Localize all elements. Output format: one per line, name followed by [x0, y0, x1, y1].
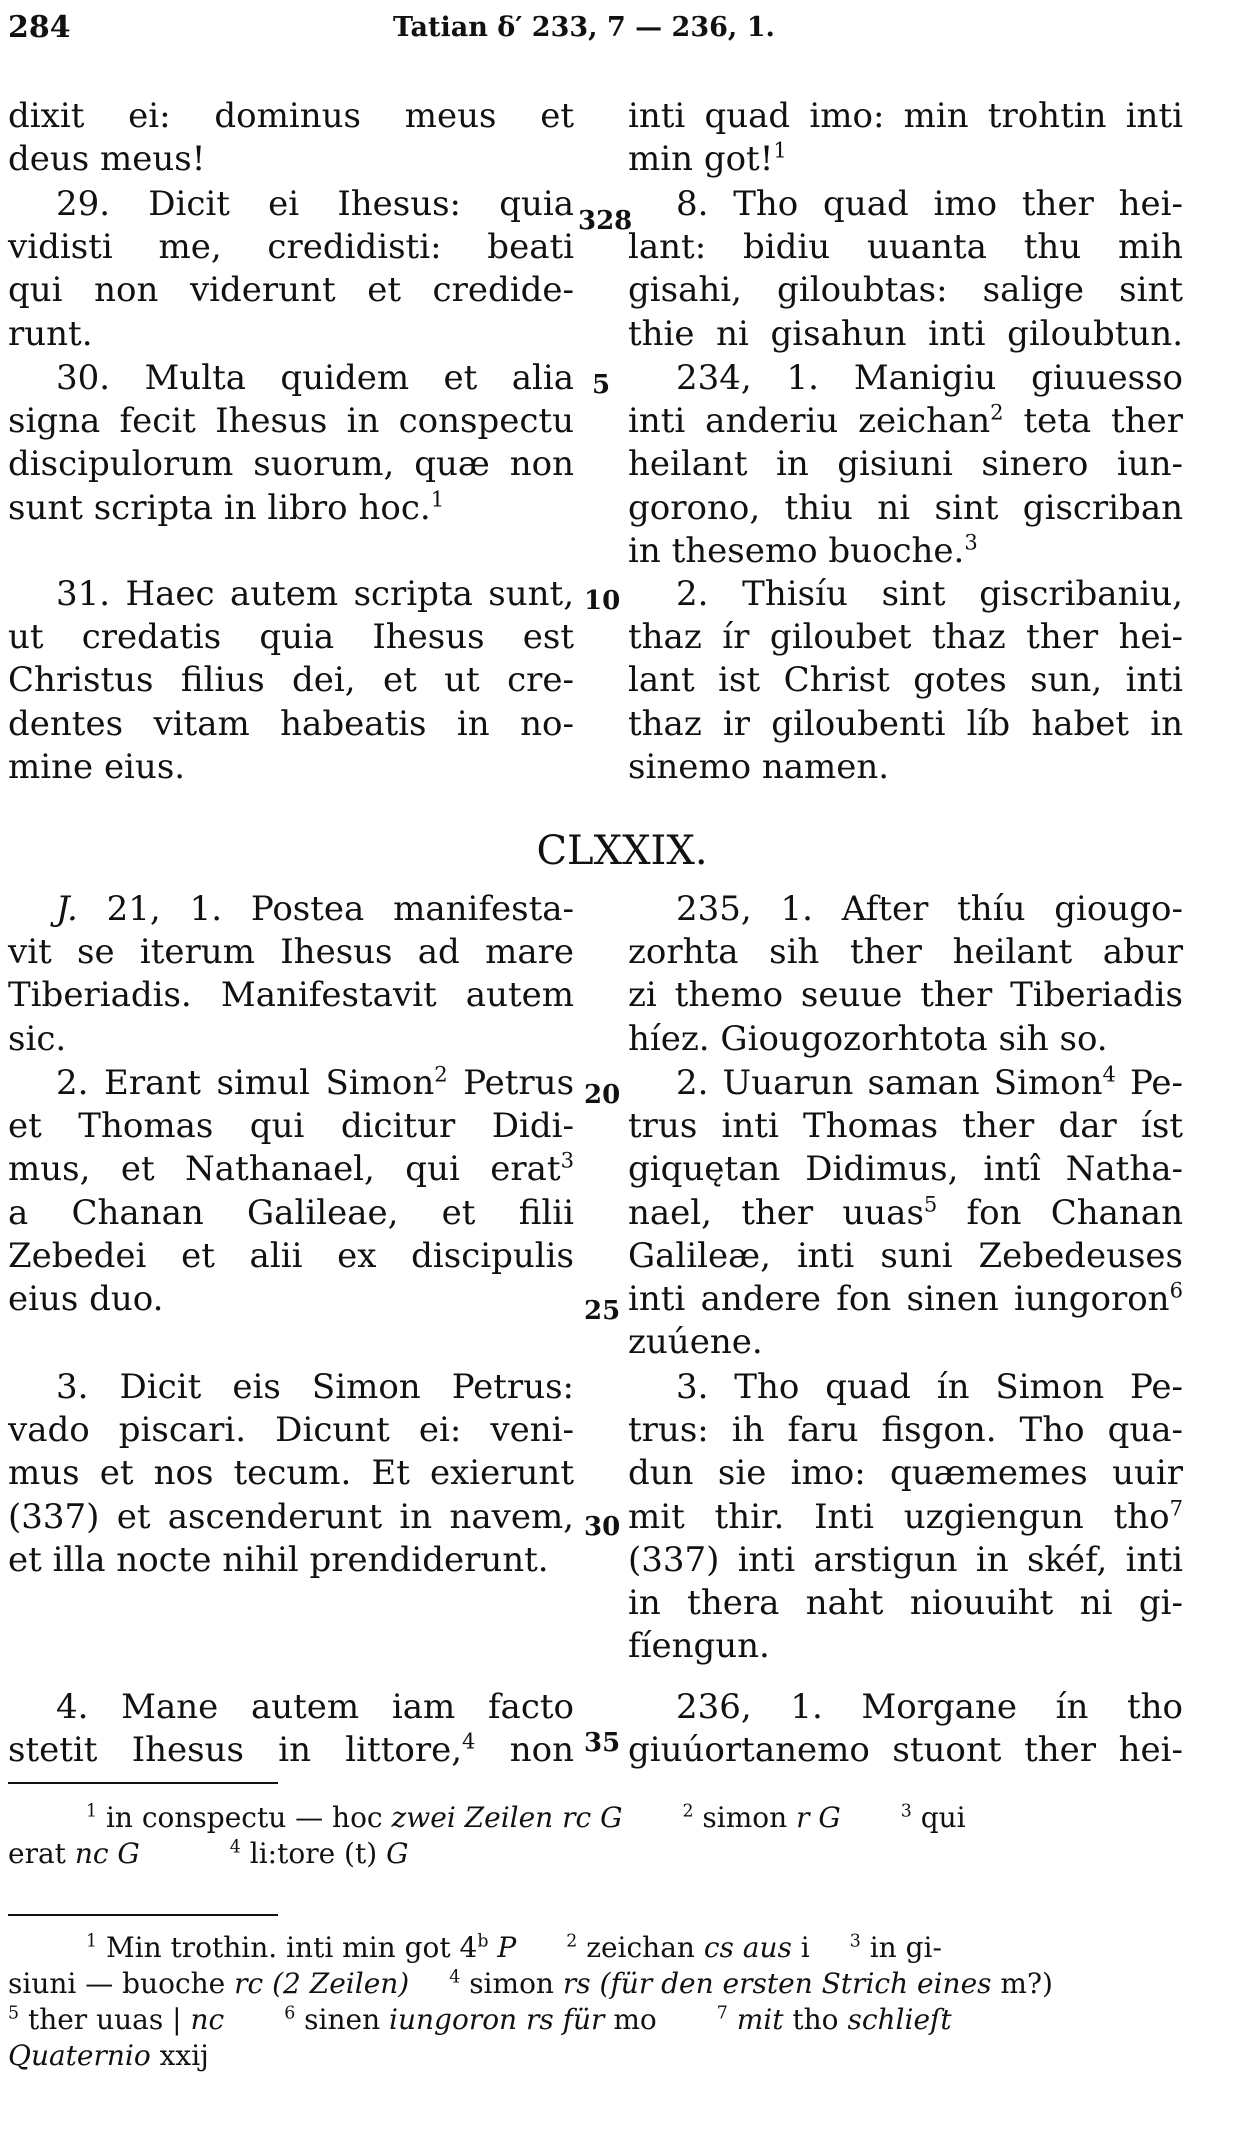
footnote-text: G: [386, 1837, 409, 1870]
footnote-marker: 4: [462, 1728, 476, 1754]
footnote-text: nc G: [74, 1837, 140, 1870]
footnote-rule: [8, 1914, 278, 1916]
text-line: Christus filius dei, et ut cre-: [8, 660, 574, 701]
text-line: 3. Tho quad ín Simon Pe-: [676, 1367, 1183, 1407]
text-line: et illa nocte nihil prendiderunt.: [8, 1539, 549, 1580]
line-text: 21, 1. Postea manifesta-: [106, 889, 575, 929]
text-line: sic.: [8, 1018, 67, 1059]
latin-verse-31: [8, 573, 574, 789]
line-text: min got!: [628, 139, 774, 180]
text-line: [8, 487, 574, 530]
text-line: dentes vitam habeatis in no-: [8, 703, 574, 744]
footnote-line: [8, 1800, 1183, 1836]
footnote-number: 2: [682, 1801, 694, 1822]
german-verse-235-2: [628, 1062, 1183, 1364]
line-text: 2. Uuarun saman Simon: [676, 1063, 1103, 1103]
latin-verse-21-3: [8, 1366, 574, 1582]
text-line: [8, 1148, 574, 1191]
text-line: deus meus!: [8, 139, 206, 180]
text-line: et Thomas qui dicitur Didi-: [8, 1106, 574, 1147]
text-line: dun sie imo: quæmemes uuir: [628, 1453, 1183, 1494]
footnote-text: iungoron rs für: [389, 2003, 605, 2036]
footnote-text: rs (für den ersten Strich eines: [562, 1967, 992, 2000]
footnote-text: i: [800, 1931, 810, 1964]
german-footnotes: [8, 1930, 1183, 2074]
footnote-marker: 2: [434, 1061, 448, 1087]
text-line: trus inti Thomas ther dar íst: [628, 1106, 1183, 1147]
running-header: [8, 10, 1204, 54]
footnote-marker: 6: [1169, 1277, 1183, 1303]
footnote-line: [8, 2038, 1183, 2074]
footnote-text: sinen: [304, 2003, 381, 2036]
text-line: [628, 1062, 1183, 1105]
text-line: híez. Giougozorhtota sih so.: [628, 1018, 1108, 1059]
text-line: lant ist Christ gotes sun, inti: [628, 660, 1183, 701]
text-line: Zebedei et alii ex discipulis: [8, 1235, 574, 1276]
text-line: heilant in gisiuni sinero iun-: [628, 444, 1183, 485]
footnote-text: mo: [613, 2003, 657, 2036]
text-line: [628, 138, 1183, 181]
text-line: giquętan Didimus, intî Natha-: [628, 1149, 1183, 1190]
text-line: thaz ír giloubet thaz ther hei-: [628, 617, 1183, 658]
footnote-text: Min trothin. inti min got 4: [105, 1931, 478, 1964]
footnote-text: zwei Zeilen rc G: [391, 1801, 623, 1834]
line-text: in thesemo buoche.: [628, 530, 965, 571]
latin-footnotes: [8, 1800, 1183, 1872]
german-verse-235-1: [628, 888, 1183, 1061]
margin-number: 30: [584, 1512, 621, 1542]
line-text: mit thir. Inti uzgiengun tho: [628, 1496, 1170, 1537]
footnote-text: b: [477, 1931, 489, 1952]
footnote-text: zeichan: [586, 1931, 695, 1964]
text-line: 236, 1. Morgane ín tho: [676, 1687, 1183, 1727]
footnote-number: 3: [849, 1931, 861, 1952]
text-line: [628, 1192, 1183, 1235]
german-verse-233-7-end: [628, 95, 1183, 181]
footnote-text: li:tore (t): [249, 1837, 378, 1870]
footnote-line: [8, 1836, 1183, 1872]
text-line: 3. Dicit eis Simon Petrus:: [56, 1367, 574, 1407]
text-line: [628, 530, 1183, 573]
german-verse-233-8: [628, 183, 1183, 356]
text-line: lant: bidiu uuanta thu mih: [628, 227, 1183, 268]
text-line: vit se iterum Ihesus ad mare: [8, 932, 574, 973]
line-text: 2. Erant simul Simon: [56, 1063, 435, 1103]
text-line: [628, 1496, 1183, 1539]
footnote-line: [8, 1930, 1183, 1966]
line-text: stetit Ihesus in littore,: [8, 1730, 463, 1771]
footnote-text: r G: [796, 1801, 841, 1834]
gospel-reference: J.: [56, 889, 78, 929]
margin-number: 20: [584, 1080, 621, 1110]
text-line: mus et nos tecum. Et exierunt: [8, 1453, 574, 1494]
footnote-text: qui: [920, 1801, 966, 1834]
footnote-line: [8, 1966, 1183, 2002]
text-line: vado piscari. Dicunt ei: veni-: [8, 1410, 574, 1451]
margin-number: 35: [584, 1728, 621, 1758]
text-line: 234, 1. Manigiu giuuesso: [676, 358, 1183, 398]
latin-verse-21-1: [8, 888, 574, 1061]
text-line: vidisti me, credidisti: beati: [8, 227, 574, 268]
footnote-text: rc (2 Zeilen): [234, 1967, 410, 2000]
text-line: thaz ir giloubenti líb habet in: [628, 703, 1183, 744]
text-line: [628, 1278, 1183, 1321]
text-line: giuúortanemo stuont ther hei-: [628, 1730, 1183, 1771]
line-text: inti anderiu zeichan: [628, 401, 991, 442]
text-line: (337) inti arstigun in skéf, inti: [628, 1539, 1183, 1580]
running-title: Tatian δ′ 233, 7 — 236, 1.: [393, 12, 775, 43]
german-verse-234-1: [628, 357, 1183, 573]
text-line: zi themo seuue ther Tiberiadis: [628, 975, 1183, 1016]
footnote-marker: 1: [430, 486, 445, 512]
margin-number: 10: [584, 586, 621, 616]
text-line: gorono, thiu ni sint giscriban: [628, 487, 1183, 528]
german-verse-236-1: [628, 1686, 1183, 1772]
footnote-text: simon: [702, 1801, 788, 1834]
footnote-text: in conspectu — hoc: [105, 1801, 383, 1834]
line-text: nael, ther uuas: [628, 1192, 924, 1233]
latin-verse-28-end: [8, 95, 574, 181]
text-line: runt.: [8, 313, 93, 354]
text-line: Tiberiadis. Manifestavit autem: [8, 975, 574, 1016]
text-line: trus: ih faru fisgon. Tho qua-: [628, 1410, 1183, 1451]
line-text: inti andere fon sinen iungoron: [628, 1279, 1170, 1320]
text-line: 30. Multa quidem et alia: [56, 358, 574, 398]
footnote-number: 2: [566, 1931, 578, 1952]
text-line: 29. Dicit ei Ihesus: quia: [56, 184, 574, 224]
german-verse-234-2: [628, 573, 1183, 789]
text-line: dixit ei: dominus meus et: [8, 96, 574, 136]
text-line: [628, 400, 1183, 443]
text-line: 2. Thisíu sint giscribaniu,: [676, 574, 1183, 614]
footnote-text: schlieſt: [847, 2003, 952, 2036]
text-line: a Chanan Galileae, et filii: [8, 1192, 574, 1233]
text-line: in thera naht niouuiht ni gi-: [628, 1583, 1183, 1624]
line-text: mus, et Nathanael, qui erat: [8, 1149, 561, 1190]
line-text: teta ther: [1023, 401, 1183, 442]
text-line: 4. Mane autem iam facto: [56, 1687, 574, 1727]
text-line: 8. Tho quad imo ther hei-: [676, 184, 1183, 224]
footnote-text: P: [497, 1931, 517, 1964]
text-line: (337) et ascenderunt in navem,: [8, 1496, 574, 1537]
latin-verse-21-2: [8, 1062, 574, 1321]
margin-number: 328: [578, 206, 633, 236]
footnote-number: 4: [449, 1967, 461, 1988]
footnote-number: 1: [86, 1801, 98, 1822]
line-text: sunt scripta in libro hoc.: [8, 487, 431, 528]
line-text: fon Chanan: [966, 1192, 1183, 1233]
text-line: sinemo namen.: [628, 746, 890, 787]
footnote-text: tho: [792, 2003, 839, 2036]
text-line: inti quad imo: min trohtin inti: [628, 96, 1183, 136]
footnote-text: nc: [190, 2003, 225, 2036]
latin-verse-21-4: [8, 1686, 574, 1772]
text-line: signa fecit Ihesus in conspectu: [8, 401, 574, 442]
german-verse-235-3: [628, 1366, 1183, 1668]
text-line: zorhta sih ther heilant abur: [628, 932, 1183, 973]
footnote-text: ther uuas |: [27, 2003, 182, 2036]
footnote-text: Quaternio: [8, 2039, 151, 2072]
text-line: [8, 888, 574, 931]
line-text: Pe-: [1130, 1063, 1183, 1103]
footnote-text: m?): [1000, 1967, 1053, 2000]
text-line: 31. Haec autem scripta sunt,: [56, 574, 574, 614]
footnote-number: 5: [8, 2003, 20, 2024]
text-line: qui non viderunt et credide-: [8, 270, 574, 311]
margin-number: 5: [592, 370, 611, 400]
text-line: Galileæ, inti suni Zebedeuses: [628, 1235, 1183, 1276]
margin-number: 25: [584, 1296, 621, 1326]
footnote-marker: 4: [1102, 1061, 1116, 1087]
footnote-marker: 7: [1169, 1495, 1183, 1521]
line-text: non: [509, 1730, 574, 1771]
latin-verse-30: [8, 357, 574, 530]
line-text: Petrus: [463, 1063, 575, 1103]
footnote-marker: 3: [964, 529, 978, 555]
chapter-heading: CLXXIX.: [536, 828, 708, 874]
text-line: discipulorum suorum, quæ non: [8, 444, 574, 485]
footnote-number: 7: [716, 2003, 728, 2024]
latin-verse-29: [8, 183, 574, 356]
footnote-rule: [8, 1782, 278, 1784]
text-line: gisahi, giloubtas: salige sint: [628, 270, 1183, 311]
text-line: fíengun.: [628, 1626, 770, 1667]
footnote-text: mit: [736, 2003, 784, 2036]
footnote-marker: 1: [773, 137, 787, 163]
text-line: 235, 1. After thíu giougo-: [676, 889, 1183, 929]
footnote-text: in gi-: [869, 1931, 942, 1964]
text-line: mine eius.: [8, 746, 186, 787]
footnote-text: cs aus: [703, 1931, 792, 1964]
text-line: [8, 1062, 574, 1105]
footnote-text: simon: [469, 1967, 554, 2000]
text-line: ut credatis quia Ihesus est: [8, 617, 574, 658]
footnote-marker: 5: [923, 1191, 938, 1217]
page-number: 284: [8, 10, 71, 45]
text-line: zuúene.: [628, 1322, 763, 1363]
footnote-number: 6: [284, 2003, 296, 2024]
text-line: [8, 1729, 574, 1772]
footnote-text: erat: [8, 1837, 66, 1870]
footnote-text: xxij: [159, 2039, 209, 2072]
footnote-line: [8, 2002, 1183, 2038]
footnote-marker: 2: [990, 399, 1004, 425]
footnote-marker: 3: [560, 1148, 574, 1174]
text-line: eius duo.: [8, 1279, 164, 1320]
footnote-number: 3: [900, 1801, 912, 1822]
footnote-text: siuni — buoche: [8, 1967, 226, 2000]
footnote-number: 4: [229, 1837, 241, 1858]
footnote-number: 1: [86, 1931, 98, 1952]
text-line: thie ni gisahun inti giloubtun.: [628, 313, 1183, 354]
